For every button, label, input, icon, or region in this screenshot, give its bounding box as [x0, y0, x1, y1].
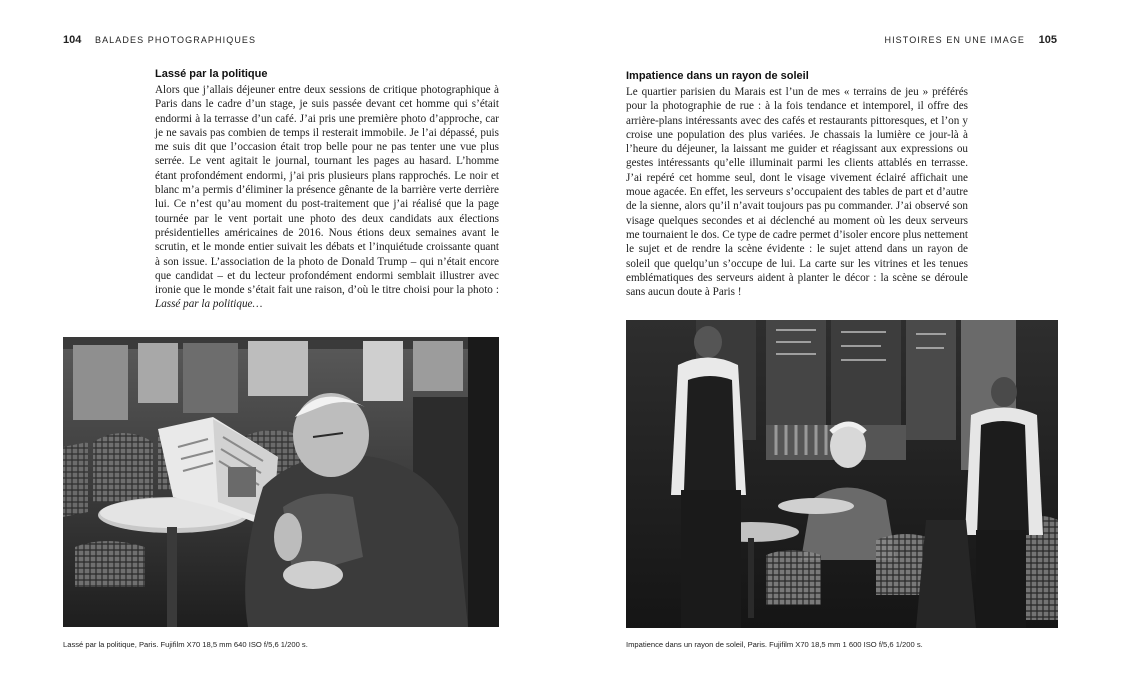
left-article-title: Lassé par la politique	[155, 68, 268, 80]
left-article-italic-title: Lassé par la politique…	[155, 298, 263, 311]
left-article	[155, 68, 499, 312]
left-page-number: 104	[63, 34, 82, 46]
waiting-man-photo	[626, 320, 1058, 628]
right-photo-caption: Impatience dans un rayon de soleil, Paris. Fujifilm X70 18,5 mm 1 600 ISO f/5,6 1/200 s.	[626, 640, 923, 649]
right-article-body: Le quartier parisien du Marais est l’un de mes « terrains de jeu » préférés pour la photographie de rue : à la fois tendance et intemporel, il offre des arrière-plans intéressants avec des cafés et restaurants pittoresques, et l’on y croise une population des plus variées. Je chassais la lumière ce jour-là à l’heure du déjeuner, la laissant me guider et réagissant aux expressions ou gestes intéressants qu’elle illuminait parmi les clients attablés en terrasse. J’ai repéré cet homme seul, dont le visage vivement éclairé affichait une moue agacée. En effet, les serveurs s’occupaient des tables de part et d’autre de la sienne, alors qu’il n’avait toujours pas pu commander. J’ai observé son visage quelques secondes et ai déclenché au moment où les deux serveurs me tournaient le dos. Ce type de cadre permet d’isoler encore plus nettement le sujet et de rendre la scène évidente : le sujet attend dans un rayon de soleil que quelqu’un s’occupe de lui. La carte sur les vitrines et les tenues emblématiques des serveurs aident à planter le décor : la scène se déroule sans aucun doute à Paris !	[626, 86, 968, 299]
left-article-text: Alors que j’allais déjeuner entre deux sessions de critique photographique à Paris dans le cadre d’un stage, je suis passée devant cet homme qui s’était endormi à la terrasse d’un café. J’ai pris une première photo d’approche, car je ne savais pas combien de temps il resterait immobile. Je l’ai dépassé, puis me suis dit que l’occasion était trop belle pour ne pas tenter une vue plus serrée. Le vent agitait le journal, tournant les pages au hasard. L’homme étant profondément endormi, j’ai pris plusieurs plans rapprochés. Le noir et blanc m’a permis d’éliminer la présence gênante de la barrière verte derrière lui. Ce n’est qu’au moment du post-traitement que j’ai réalisé que la page tournée par le vent portait une photo des deux candidats aux élections présidentielles américaines de 2016. Nous étions deux semaines avant le scrutin, et le monde entier suivait les débats et l’inquiétude croissante quant à son issue. L’association de la photo de Donald Trump – qui n’était encore que candidat – et du lecteur profondément endormi semblait illustrer avec ironie que le monde s’était fait une raison, d’où le titre choisi pour la photo :	[155, 84, 499, 297]
right-running-head	[884, 34, 1057, 46]
right-section-title: HISTOIRES EN UNE IMAGE	[884, 35, 1026, 45]
left-photo-caption: Lassé par la politique, Paris. Fujifilm X70 18,5 mm 640 ISO f/5,6 1/200 s.	[63, 640, 308, 649]
left-article-body	[155, 83, 499, 312]
right-article	[626, 70, 968, 299]
right-article-title: Impatience dans un rayon de soleil	[626, 70, 809, 82]
sleeping-man-photo	[63, 337, 499, 627]
right-page-number: 105	[1038, 34, 1057, 46]
left-section-title: BALADES PHOTOGRAPHIQUES	[94, 35, 257, 45]
left-running-head	[63, 34, 256, 46]
